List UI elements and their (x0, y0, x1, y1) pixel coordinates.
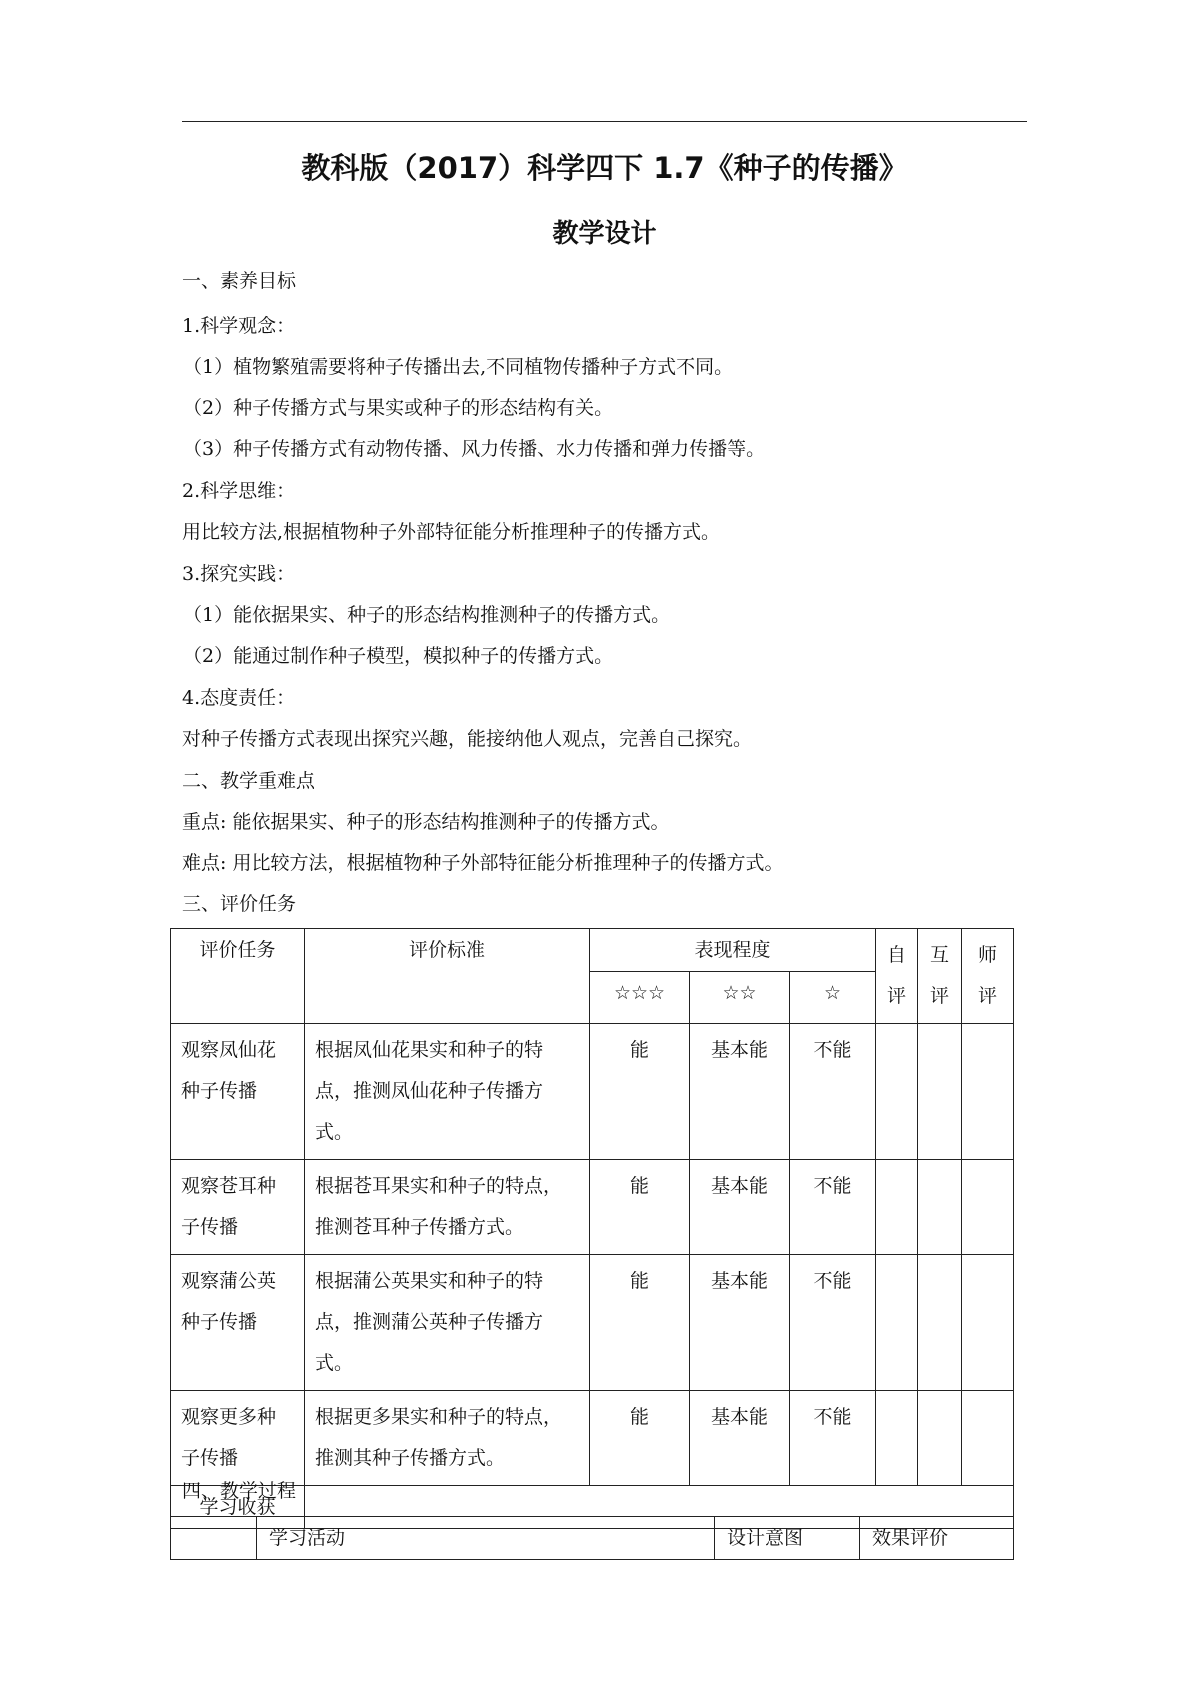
section-heading-key: 二、教学重难点 (182, 770, 316, 792)
row-self-cell (876, 1391, 918, 1486)
row-level-1: 不能 (790, 1160, 876, 1255)
header-self: 自评 (876, 929, 918, 1024)
process-header-blank (171, 1517, 257, 1560)
header-level-1: ☆ (790, 972, 876, 1024)
subheading-concept: 1.科学观念： (182, 315, 296, 337)
header-rule (182, 121, 1027, 122)
process-header-intent: 设计意图 (715, 1517, 860, 1560)
row-teacher-cell (962, 1024, 1014, 1160)
table-row (171, 1391, 1014, 1486)
row-self-cell (876, 1255, 918, 1391)
row-level-1: 不能 (790, 1024, 876, 1160)
row-standard: 根据苍耳果实和种子的特点，推测苍耳种子传播方式。 (305, 1160, 590, 1255)
row-level-3: 能 (590, 1024, 690, 1160)
document-subtitle: 教学设计 (552, 219, 657, 249)
header-peer: 互评 (918, 929, 962, 1024)
section-heading-eval: 三、评价任务 (182, 893, 297, 915)
section-heading-process: 四、教学过程 (182, 1480, 297, 1502)
row-standard: 根据凤仙花果实和种子的特点，推测凤仙花种子传播方式。 (305, 1024, 590, 1160)
key-point: 重点: 能依据果实、种子的形态结构推测种子的传播方式。 (182, 811, 670, 833)
row-level-2: 基本能 (690, 1160, 790, 1255)
row-task: 观察蒲公英种子传播 (171, 1255, 305, 1391)
process-header-row (171, 1517, 1014, 1560)
practice-item: （2）能通过制作种子模型，模拟种子的传播方式。 (183, 645, 614, 667)
row-peer-cell (918, 1255, 962, 1391)
row-level-1: 不能 (790, 1391, 876, 1486)
section-heading-goals: 一、素养目标 (182, 270, 297, 292)
row-level-1: 不能 (790, 1255, 876, 1391)
row-level-2: 基本能 (690, 1255, 790, 1391)
row-task: 观察凤仙花种子传播 (171, 1024, 305, 1160)
header-level-3: ☆☆☆ (590, 972, 690, 1024)
row-standard: 根据蒲公英果实和种子的特点，推测蒲公英种子传播方式。 (305, 1255, 590, 1391)
row-level-2: 基本能 (690, 1391, 790, 1486)
header-performance: 表现程度 (590, 929, 876, 972)
thinking-text: 用比较方法,根据植物种子外部特征能分析推理种子的传播方式。 (182, 521, 721, 543)
row-self-cell (876, 1024, 918, 1160)
table-row (171, 1160, 1014, 1255)
row-teacher-cell (962, 1391, 1014, 1486)
table-row (171, 1024, 1014, 1160)
row-peer-cell (918, 1024, 962, 1160)
row-standard: 根据更多果实和种子的特点，推测其种子传播方式。 (305, 1391, 590, 1486)
table-row (171, 1255, 1014, 1391)
subheading-practice: 3.探究实践： (182, 563, 296, 585)
table-header-row (171, 929, 1014, 972)
difficult-point: 难点: 用比较方法，根据植物种子外部特征能分析推理种子的传播方式。 (182, 852, 784, 874)
row-level-3: 能 (590, 1391, 690, 1486)
row-task: 观察苍耳种子传播 (171, 1160, 305, 1255)
row-self-cell (876, 1160, 918, 1255)
row-teacher-cell (962, 1160, 1014, 1255)
process-header-evaluation: 效果评价 (860, 1517, 1014, 1560)
header-level-2: ☆☆ (690, 972, 790, 1024)
practice-item: （1）能依据果实、种子的形态结构推测种子的传播方式。 (183, 604, 671, 626)
row-peer-cell (918, 1391, 962, 1486)
row-peer-cell (918, 1160, 962, 1255)
header-teacher: 师评 (962, 929, 1014, 1024)
concept-item: （1）植物繁殖需要将种子传播出去,不同植物传播种子方式不同。 (183, 356, 734, 378)
footer-label: 学习收获 (171, 1486, 305, 1529)
attitude-text: 对种子传播方式表现出探究兴趣，能接纳他人观点，完善自己探究。 (182, 728, 753, 750)
header-standard: 评价标准 (305, 929, 590, 1024)
concept-item: （2）种子传播方式与果实或种子的形态结构有关。 (183, 397, 614, 419)
process-header-activity: 学习活动 (257, 1517, 715, 1560)
concept-item: （3）种子传播方式有动物传播、风力传播、水力传播和弹力传播等。 (183, 438, 766, 460)
evaluation-table (170, 928, 1014, 1529)
header-task: 评价任务 (171, 929, 305, 1024)
process-table (170, 1516, 1014, 1560)
row-level-3: 能 (590, 1160, 690, 1255)
subheading-attitude: 4.态度责任： (182, 687, 296, 709)
row-teacher-cell (962, 1255, 1014, 1391)
row-task: 观察更多种子传播 (171, 1391, 305, 1486)
subheading-thinking: 2.科学思维： (182, 480, 296, 502)
row-level-2: 基本能 (690, 1024, 790, 1160)
document-title: 教科版（2017）科学四下 1.7《种子的传播》 (301, 151, 908, 185)
row-level-3: 能 (590, 1255, 690, 1391)
